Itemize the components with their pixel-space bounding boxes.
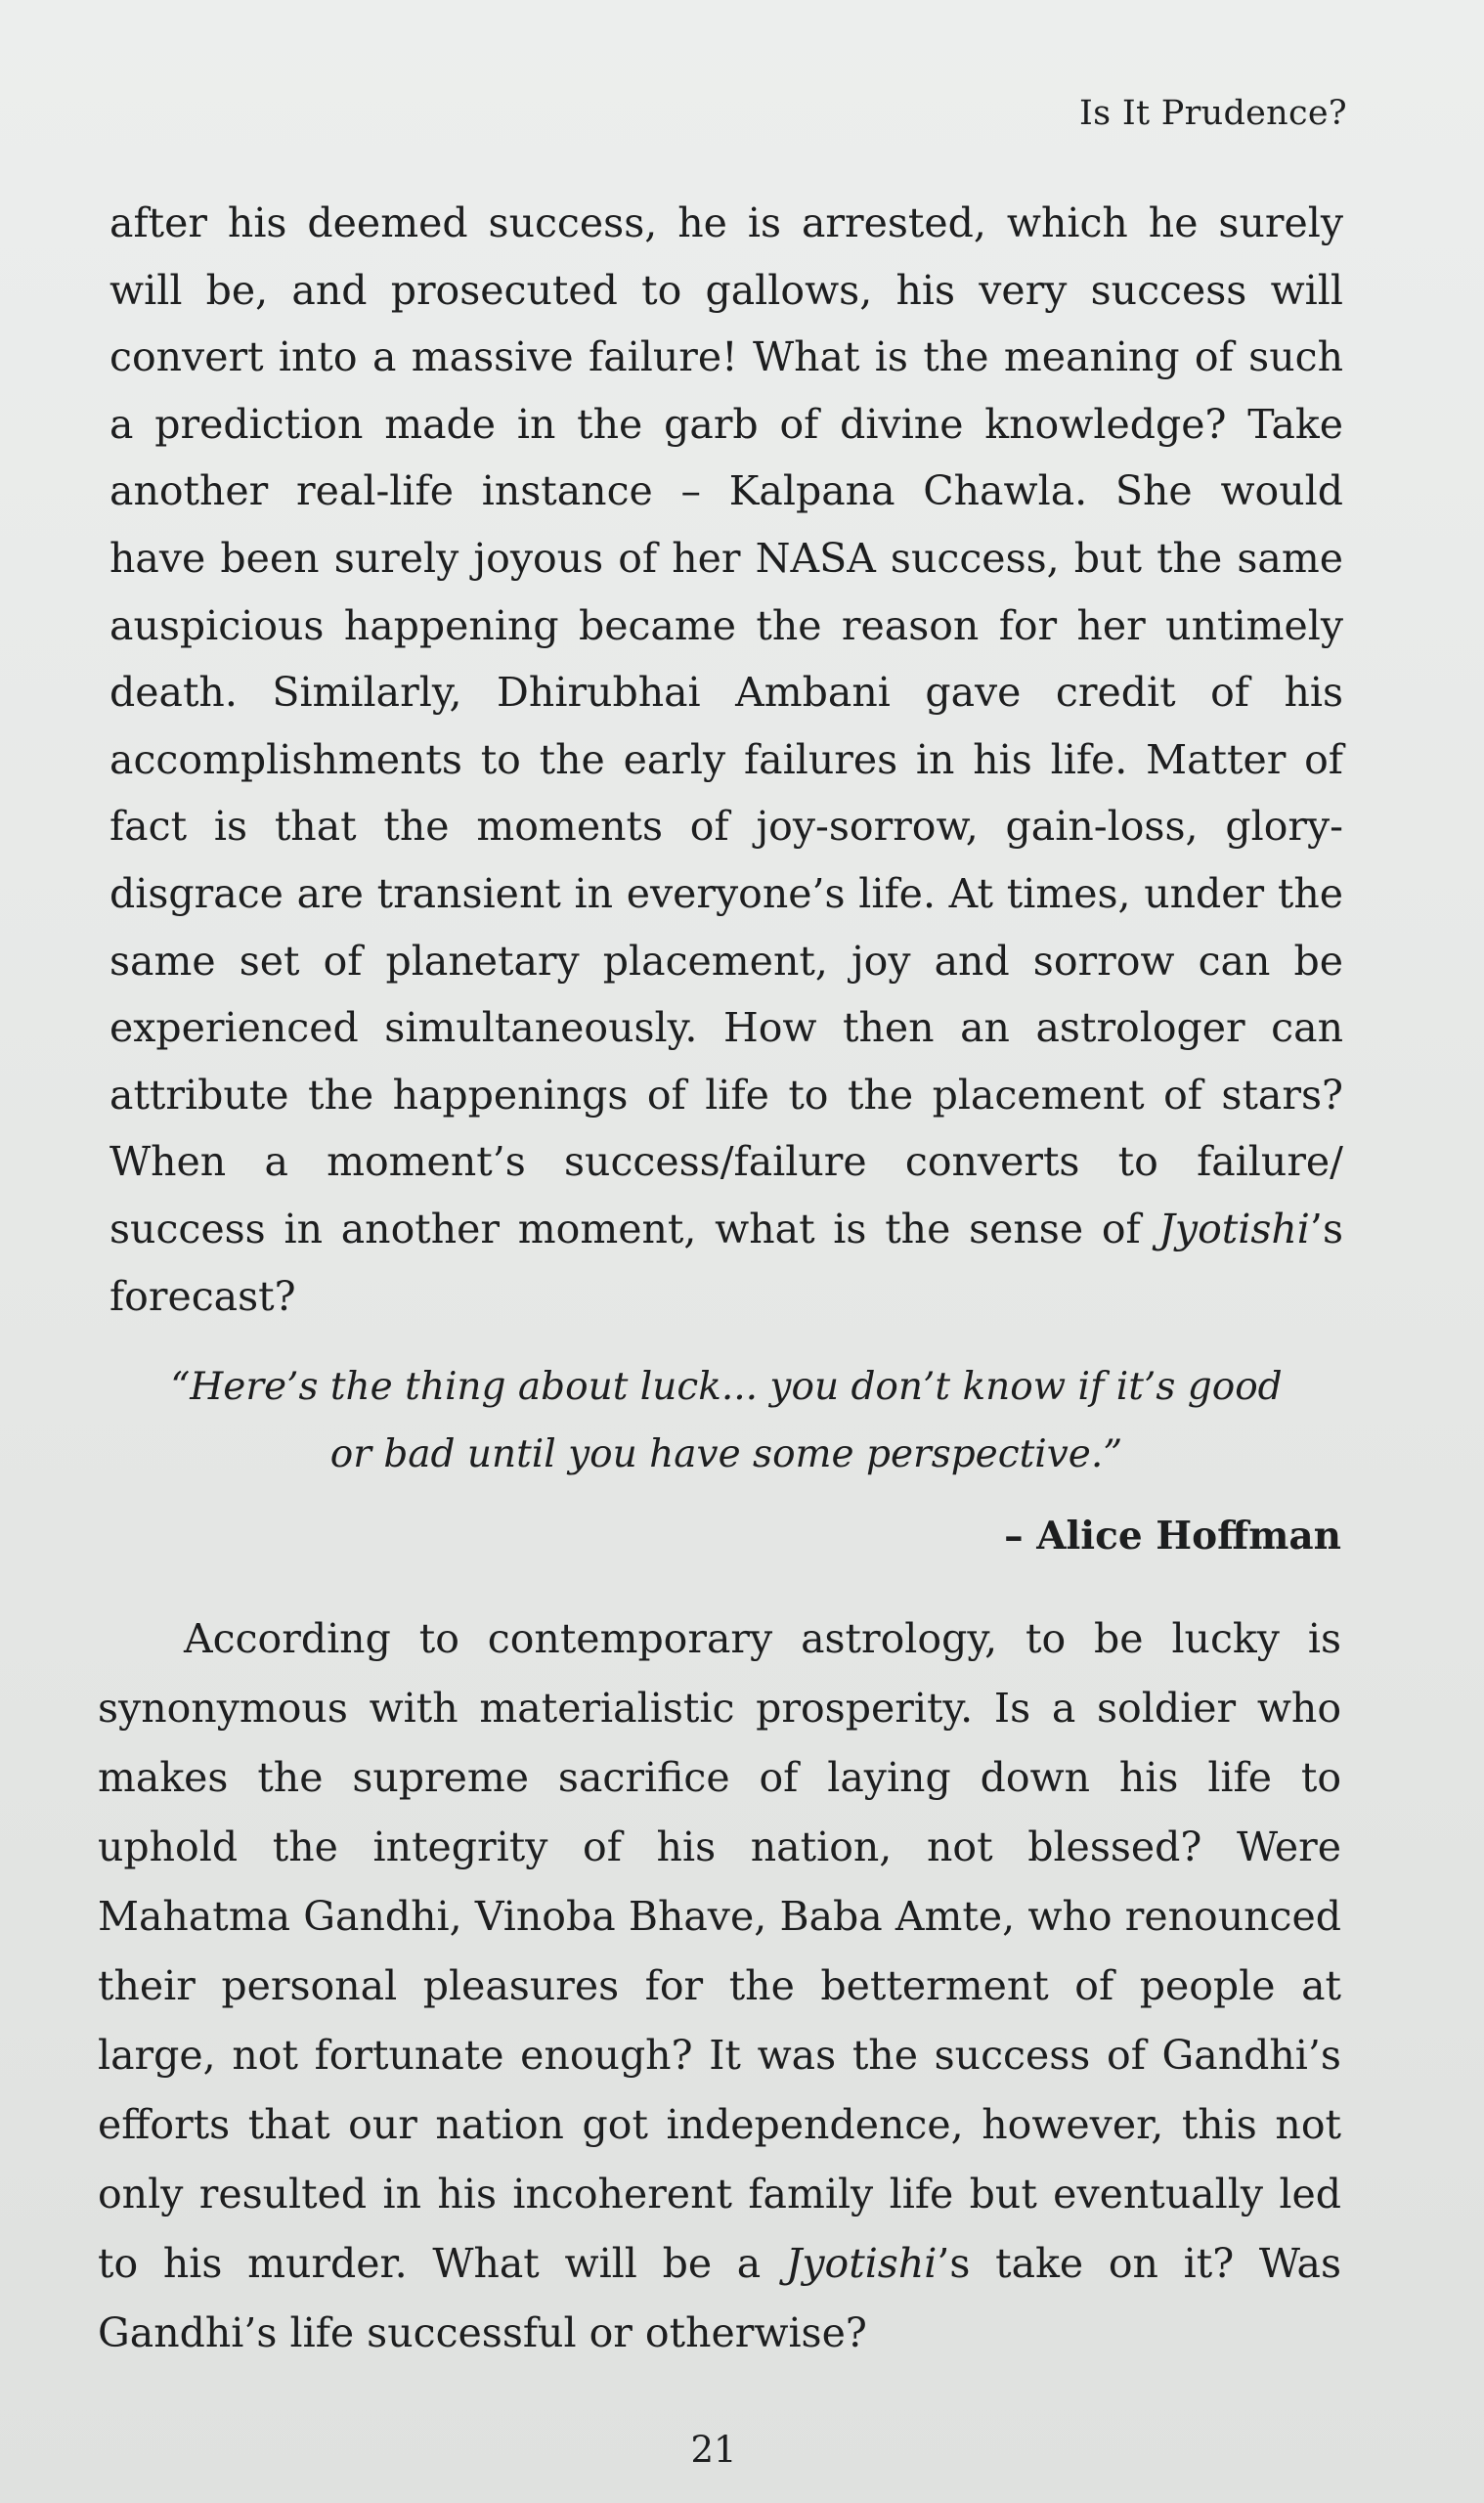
text-line: would have been surely joyous of her NASA success, but — [109, 467, 1343, 582]
quote-line: or bad until you have some perspective.” — [329, 1432, 1123, 1476]
text-line: life to uphold the integrity of his nation, not blessed? — [98, 1754, 1342, 1870]
text-line: Were Mahatma Gandhi, Vinoba Bhave, Baba Amte, who — [98, 1823, 1341, 1940]
epigraph-quote — [109, 1353, 1343, 1488]
text-run: but eventually led to his murder. What will be a — [98, 2171, 1341, 2287]
text-line: Take another real-life instance – Kalpana Chawla. She — [109, 400, 1343, 515]
text-line: of Gandhi’s efforts that our nation got independence, — [98, 2032, 1341, 2148]
paragraph-2 — [98, 1604, 1341, 2368]
text-line — [109, 1206, 1343, 1252]
text-line: of fact is that the moments of joy-sorrow, gain-loss, glory- — [109, 735, 1343, 851]
text-line: forecast? — [109, 1272, 296, 1320]
text-line: the same auspicious happening became the reason for her — [109, 534, 1343, 649]
text-line: will be, and prosecuted to gallows, his very success will — [109, 266, 1343, 314]
text-line: his accomplishments to the early failures in his life. Matter — [109, 669, 1343, 783]
text-line: According to contemporary astrology, to be lucky — [184, 1615, 1280, 1662]
text-line: people at large, not fortunate enough? It was the success — [98, 1962, 1341, 2079]
text-line: after his deemed success, he is arrested, which he surely — [109, 199, 1343, 246]
text-line: When a moment’s success/failure converts to failure/ — [109, 1138, 1343, 1186]
text-line: attribute the happenings of life to the placement of stars? — [109, 1071, 1343, 1119]
text-line: such a prediction made in the garb of divine knowledge? — [109, 333, 1343, 448]
text-line: is synonymous with materialistic prosperity. Is a soldier — [98, 1615, 1341, 1732]
quote-attribution: – Alice Hoffman — [1004, 1514, 1341, 1559]
italic-term: Jyotishi — [1158, 1205, 1310, 1252]
running-head: Is It Prudence? — [1079, 94, 1347, 133]
text-line: the same set of planetary placement, joy and sorrow can be — [109, 869, 1343, 985]
text-line: renounced their personal pleasures for the betterment of — [98, 1893, 1341, 2009]
text-line: untimely death. Similarly, Dhirubhai Ambani gave credit of — [109, 601, 1343, 717]
quote-line: “Here’s the thing about luck... you don’t know if it’s good — [170, 1365, 1283, 1409]
text-line: convert into a massive failure! What is the meaning of — [109, 333, 1234, 381]
text-line: who makes the supreme sacrifice of laying down his — [98, 1685, 1341, 1801]
text-run: success in another moment, what is the sense of — [109, 1205, 1159, 1252]
text-run: ’s — [1309, 1205, 1343, 1252]
text-line: experienced simultaneously. How then an astrologer can — [109, 1004, 1343, 1052]
page-number: 21 — [690, 2429, 737, 2471]
text-run: ’s — [937, 2240, 971, 2287]
text-line: disgrace are transient in everyone’s life. At times, under — [109, 869, 1265, 917]
paragraph-1 — [109, 190, 1343, 1330]
italic-term: Jyotishi — [785, 2240, 938, 2287]
text-line: however, this not only resulted in his incoherent family life — [98, 2101, 1341, 2218]
text-line: take on it? Was Gandhi’s life successful or otherwise? — [98, 2240, 1341, 2356]
